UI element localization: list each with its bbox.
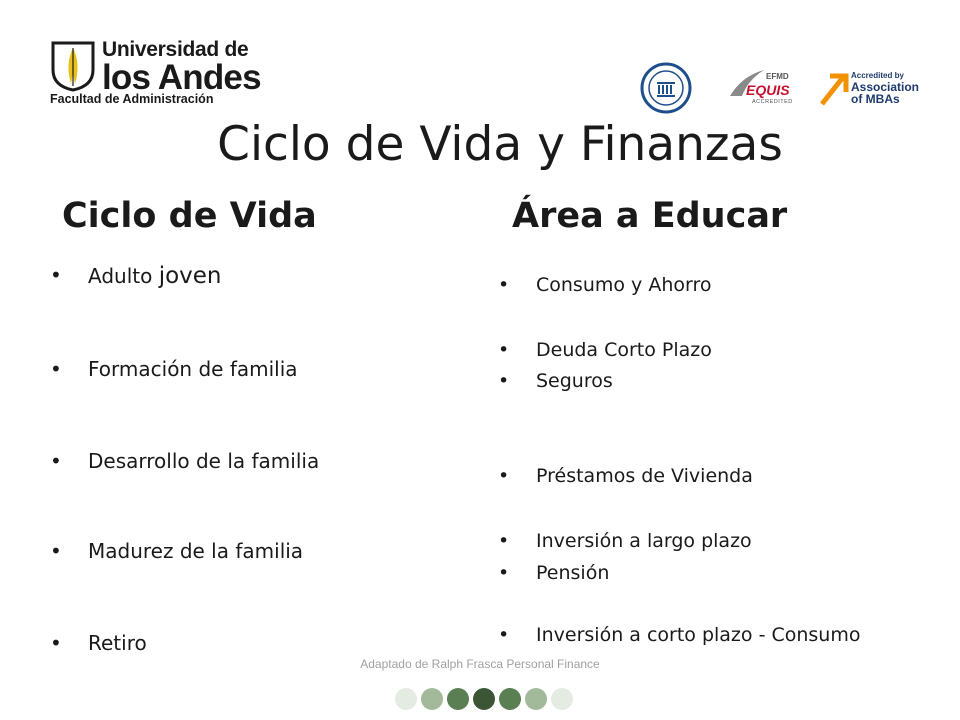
education-area-item <box>498 339 712 361</box>
university-name-line2: los Andes <box>102 58 261 97</box>
life-stage-item <box>50 631 147 655</box>
amba-association-label: Association <box>851 80 920 94</box>
right-column-heading: Área a Educar <box>512 196 788 236</box>
aacsb-seal-icon <box>640 62 692 114</box>
dot-icon <box>421 688 443 710</box>
university-name-line1: Universidad de <box>102 38 249 61</box>
education-area-item <box>498 624 861 646</box>
life-stage-prefix: Adulto <box>88 264 159 288</box>
dot-icon <box>551 688 573 710</box>
life-stage-label: Formación de familia <box>88 357 298 381</box>
bullet-icon: • <box>50 263 62 287</box>
education-area-item <box>498 465 753 487</box>
education-area-item <box>498 274 712 296</box>
life-stage-label: Madurez de la familia <box>88 539 304 563</box>
education-area-item <box>498 370 613 392</box>
bullet-icon: • <box>50 539 62 563</box>
bullet-icon: • <box>498 339 510 361</box>
education-area-label: Inversión a corto plazo - Consumo <box>536 624 861 646</box>
faculty-name: Facultad de Administración <box>50 92 214 106</box>
bullet-icon: • <box>50 357 62 381</box>
life-stage-item <box>50 539 304 563</box>
life-stage-label: Desarrollo de la familia <box>88 449 320 473</box>
life-stage-emphasis: joven <box>158 263 222 289</box>
dot-icon <box>395 688 417 710</box>
equis-name-label: EQUIS <box>746 82 790 98</box>
amba-mbas-label: of MBAs <box>851 92 900 106</box>
bullet-icon: • <box>498 530 510 552</box>
left-column-heading: Ciclo de Vida <box>62 196 317 236</box>
life-stage-item <box>50 263 222 289</box>
education-area-label: Seguros <box>536 370 613 392</box>
bullet-icon: • <box>50 449 62 473</box>
education-area-label: Deuda Corto Plazo <box>536 339 712 361</box>
education-area-item <box>498 530 752 552</box>
bullet-icon: • <box>50 631 62 655</box>
amba-accredited-label: Accredited by <box>851 71 904 80</box>
bullet-icon: • <box>498 624 510 646</box>
education-area-item <box>498 562 610 584</box>
life-stage-item <box>50 357 298 381</box>
dot-icon <box>525 688 547 710</box>
dot-icon <box>447 688 469 710</box>
bullet-icon: • <box>498 562 510 584</box>
education-area-label: Inversión a largo plazo <box>536 530 752 552</box>
education-area-label: Consumo y Ahorro <box>536 274 712 296</box>
university-logo <box>50 38 261 110</box>
life-stage-label: Retiro <box>88 631 147 655</box>
life-stage-item <box>50 449 320 473</box>
dot-icon <box>499 688 521 710</box>
education-area-label: Préstamos de Vivienda <box>536 465 753 487</box>
university-crest-icon <box>50 40 96 92</box>
bullet-icon: • <box>498 274 510 296</box>
equis-efmd-label: EFMD <box>766 72 789 81</box>
bullet-icon: • <box>498 465 510 487</box>
slide-title: Ciclo de Vida y Finanzas <box>217 117 783 172</box>
bullet-icon: • <box>498 370 510 392</box>
dot-icon <box>473 688 495 710</box>
equis-accredited-label: ACCREDITED <box>752 99 793 105</box>
education-area-label: Pensión <box>536 562 610 584</box>
footer-credit: Adaptado de Ralph Frasca Personal Finance <box>360 657 600 671</box>
